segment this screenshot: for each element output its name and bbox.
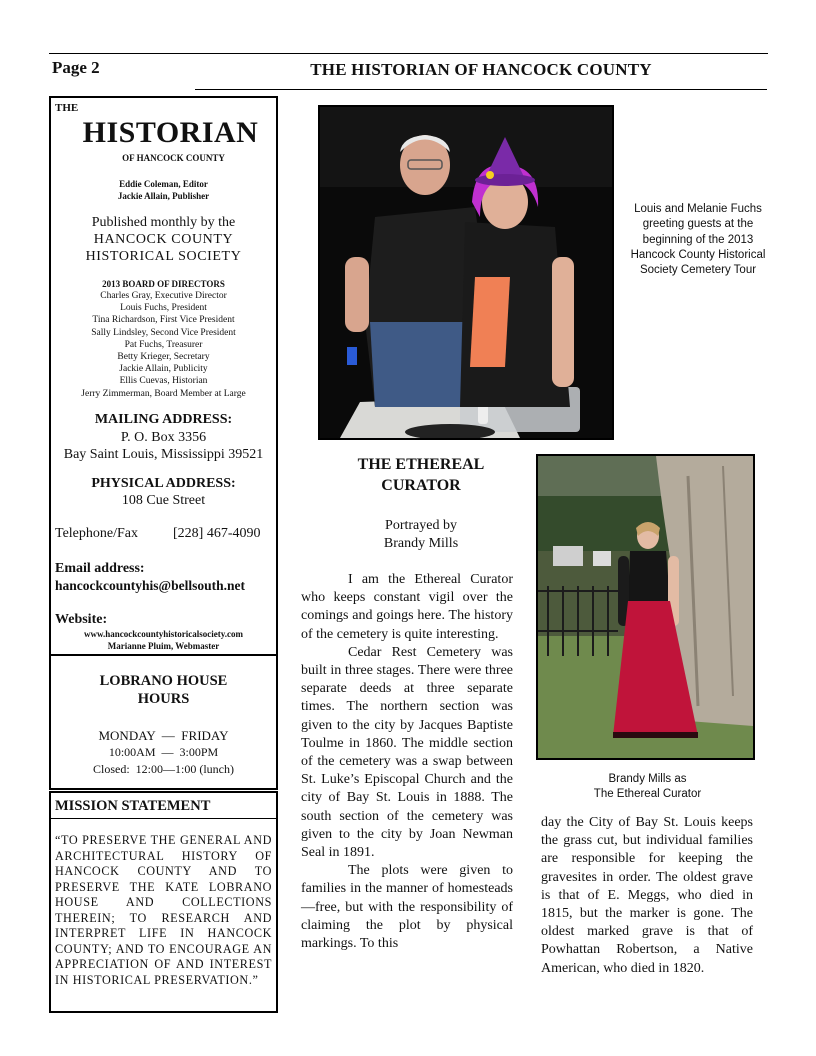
article-column-2 [541,814,753,978]
physical-address-line1: 108 Cue Street [121,493,206,508]
header-bottom-rule [195,89,767,90]
board-member: Charles Gray, Executive Director [100,291,227,301]
website-url[interactable]: www.hancockcountyhistoricalsociety.com [84,629,243,639]
article-title-line1: THE ETHEREAL [357,456,485,473]
photo-top-caption: Louis and Melanie Fuchs greeting guests at the beginning of the 2013 Hancock County Historical Society Cemetery Tour [630,203,766,277]
webmaster: Marianne Pluim, Webmaster [107,641,220,651]
photo-fuchs-image [320,107,612,438]
article-title-line2: CURATOR [381,477,461,494]
masthead-the: THE [55,102,79,114]
society-name-line1: HANCOCK COUNTY [93,232,234,247]
article-byline [305,517,537,552]
hours-time: 10:00AM — 3:00PM [108,745,219,759]
article-paragraph: The plots were given to families in the manner of homesteads—free, but with the responsibility of claiming the plot by physical markings. To this [301,863,513,952]
masthead-editor: Eddie Coleman, Editor [119,179,208,189]
masthead-title: HISTORIAN [82,116,259,149]
hours-closed: Closed: 12:00—1:00 (lunch) [93,762,234,776]
website-label: Website: [55,612,108,627]
article-title [305,454,537,496]
mailing-address-line1: P. O. Box 3356 [120,430,207,445]
board-list [51,290,276,400]
published-by-line: Published monthly by the [91,215,236,230]
mission-box [49,791,278,1013]
board-heading: 2013 BOARD OF DIRECTORS [102,279,225,289]
board-member: Tina Richardson, First Vice President [92,315,235,326]
article-paragraph: Cedar Rest Cemetery was built in three stages. There were three separate deeds at three separate times. The northern section was given to the city by Jacques Baptiste Toulme in 1860. The middle section of the cemetery was a swap between St. Luke’s Episcopal Church and the city of Bay St. Louis in 1888. The south section of the cemetery was given to the city by Joan Newman Seal in 1891. [301,644,513,861]
photo-fuchs-greeting [318,105,614,440]
society-name-line2: HISTORICAL SOCIETY [85,249,242,264]
board-member: Louis Fuchs, President [120,303,207,314]
email-label: Email address: [55,561,145,576]
board-member: Betty Krieger, Secretary [117,352,210,363]
mailing-address-line2: Bay Saint Louis, Mississippi 39521 [63,447,264,462]
phone-label: Telephone/Fax [55,526,138,541]
hours-title-line1: LOBRANO HOUSE [99,673,228,689]
article-column-1 [301,571,513,953]
article-paragraph-continued: day the City of Bay St. Louis keeps the grass cut, but individual families are responsible for keeping the gravesites in order. The oldest grave is that of E. Meggs, who died in 1815, but the marker is gone. The oldest marked grave is that of Powhattan Robertson, a Native American, who died in 1820. [541,815,753,976]
mailing-address-heading: MAILING ADDRESS: [94,412,233,427]
page-number: Page 2 [52,58,100,77]
photo-right-caption-line2: The Ethereal Curator [593,788,702,801]
photo-brandy-image [538,456,753,758]
hours-days: MONDAY — FRIDAY [98,728,229,743]
board-member: Pat Fuchs, Treasurer [124,339,203,350]
byline-line2: Brandy Mills [383,535,459,551]
header-top-rule [49,53,768,54]
masthead-box [49,96,278,656]
board-member: Jackie Allain, Publicity [119,364,208,375]
hours-box [49,654,278,790]
mission-text: “TO PRESERVE THE GENERAL AND ARCHITECTURAL HISTORY OF HANCOCK COUNTY AND TO PRESERVE THE KATE LOBRANO HOUSE AND COLLECTIONS THEREIN; TO RESEARCH AND INTERPRET LIFE IN HANCOCK COUNTY; AND TO ENCOURAGE AN APPRECIATION OF AND INTEREST IN HISTORICAL PRESERVATION.” [55,833,272,987]
board-member: Sally Lindsley, Second Vice President [91,327,236,338]
byline-line1: Portrayed by [385,518,457,533]
photo-right-caption [560,772,735,803]
hours-title-line2: HOURS [137,691,190,707]
board-member: Ellis Cuevas, Historian [119,376,208,387]
physical-address-heading: PHYSICAL ADDRESS: [91,476,236,491]
mission-divider [51,818,276,819]
article-paragraph: I am the Ethereal Curator who keeps constant vigil over the comings and goings here. The history of the cemetery is quite interesting. [301,572,513,642]
masthead-subtitle: OF HANCOCK COUNTY [122,153,225,163]
photo-right-caption-line1: Brandy Mills as [608,773,687,785]
phone-value: [228] 467-4090 [173,526,261,541]
email-address[interactable]: hancockcountyhis@bellsouth.net [55,578,245,593]
masthead-publisher: Jackie Allain, Publisher [117,191,210,201]
board-member: Jerry Zimmerman, Board Member at Large [81,388,246,399]
photo-brandy-mills [536,454,755,760]
publication-title: THE HISTORIAN OF HANCOCK COUNTY [310,60,652,79]
mission-heading: MISSION STATEMENT [55,798,211,814]
